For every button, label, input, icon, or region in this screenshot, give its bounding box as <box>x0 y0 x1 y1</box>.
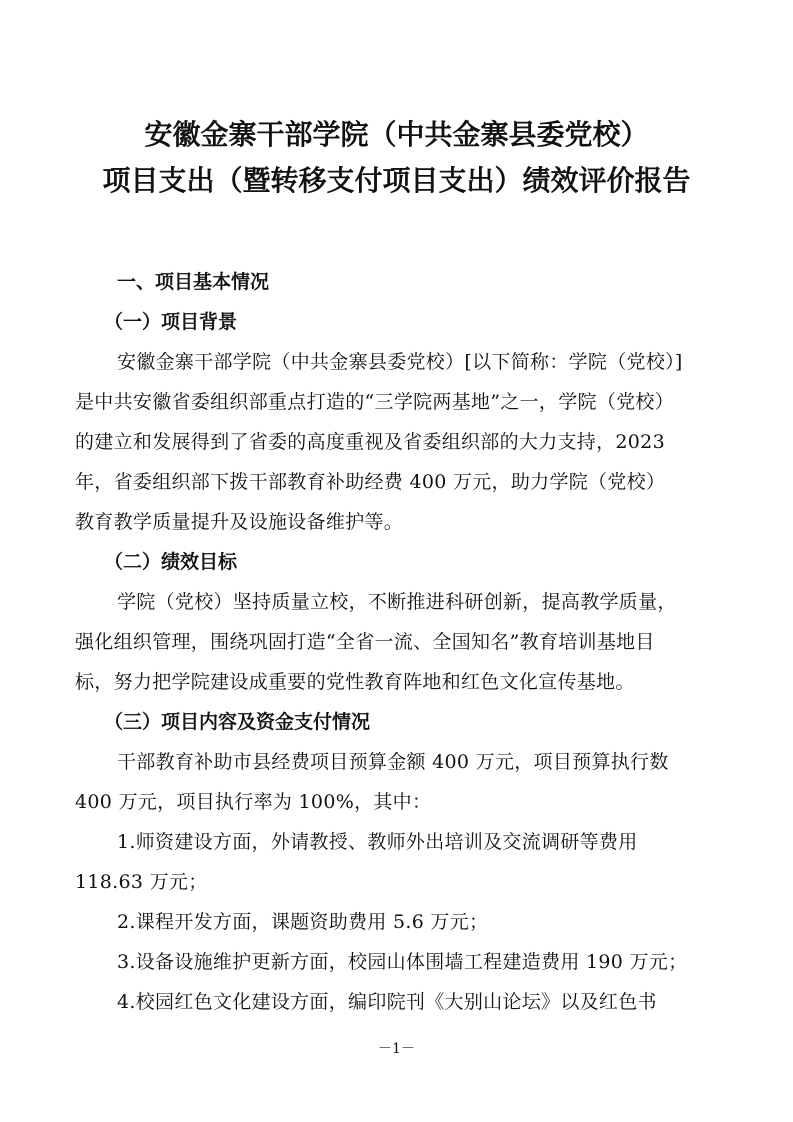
section-heading-basic-info: 一、项目基本情况 <box>117 271 270 293</box>
paragraph-line: 的建立和发展得到了省委的高度重视及省委组织部的大力支持，2023 <box>75 431 665 453</box>
paragraph-item-facilities <box>75 942 721 982</box>
subsection-heading-background: （一）项目背景 <box>104 311 238 333</box>
paragraph-line: 3.设备设施维护更新方面，校园山体围墙工程建造费用 190 万元； <box>117 951 688 973</box>
paragraph-line: 安徽金寨干部学院（中共金寨县委党校）[以下简称：学院（党校）] <box>117 351 683 373</box>
title-line-2: 项目支出（暨转移支付项目支出）绩效评价报告 <box>102 164 691 197</box>
paragraph-line: 1.师资建设方面，外请教授、教师外出培训及交流调研等费用 <box>117 831 638 853</box>
paragraph-line: 干部教育补助市县经费项目预算金额 400 万元，项目预算执行数 <box>117 751 669 773</box>
paragraph-line: 强化组织管理，围绕巩固打造“全省一流、全国知名”教育培训基地目 <box>75 631 655 653</box>
paragraph-line: 是中共安徽省委组织部重点打造的“三学院两基地”之一，学院（党校） <box>75 391 675 413</box>
title-line-1: 安徽金寨干部学院（中共金寨县委党校） <box>144 118 649 151</box>
report-title <box>0 112 793 204</box>
paragraph-line: 教育教学质量提升及设施设备维护等。 <box>75 511 404 533</box>
paragraph-line: 学院（党校）坚持质量立校，不断推进科研创新，提高教学质量， <box>117 591 677 613</box>
paragraph-line: 2.课程开发方面，课题资助费用 5.6 万元； <box>117 911 489 933</box>
paragraph-line: 118.63 万元； <box>75 871 208 893</box>
paragraph-performance-goals <box>75 582 721 702</box>
paragraph-funding-summary <box>75 742 721 822</box>
paragraph-item-red-culture <box>75 982 721 1022</box>
paragraph-line: 年，省委组织部下拨干部教育补助经费 400 万元，助力学院（党校） <box>75 471 666 493</box>
paragraph-item-faculty <box>75 822 721 902</box>
paragraph-line: 4.校园红色文化建设方面，编印院刊《大别山论坛》以及红色书 <box>117 991 657 1013</box>
subsection-heading-performance-goals: （二）绩效目标 <box>104 551 238 573</box>
report-body <box>75 262 721 1022</box>
paragraph-line: 400 万元，项目执行率为 100%，其中： <box>75 791 432 813</box>
paragraph-item-curriculum <box>75 902 721 942</box>
subsection-heading-content-funding: （三）项目内容及资金支付情况 <box>104 711 371 733</box>
paragraph-background <box>75 342 721 542</box>
page-number: －1－ <box>378 1041 415 1057</box>
paragraph-line: 标，努力把学院建设成重要的党性教育阵地和红色文化宣传基地。 <box>75 671 635 693</box>
